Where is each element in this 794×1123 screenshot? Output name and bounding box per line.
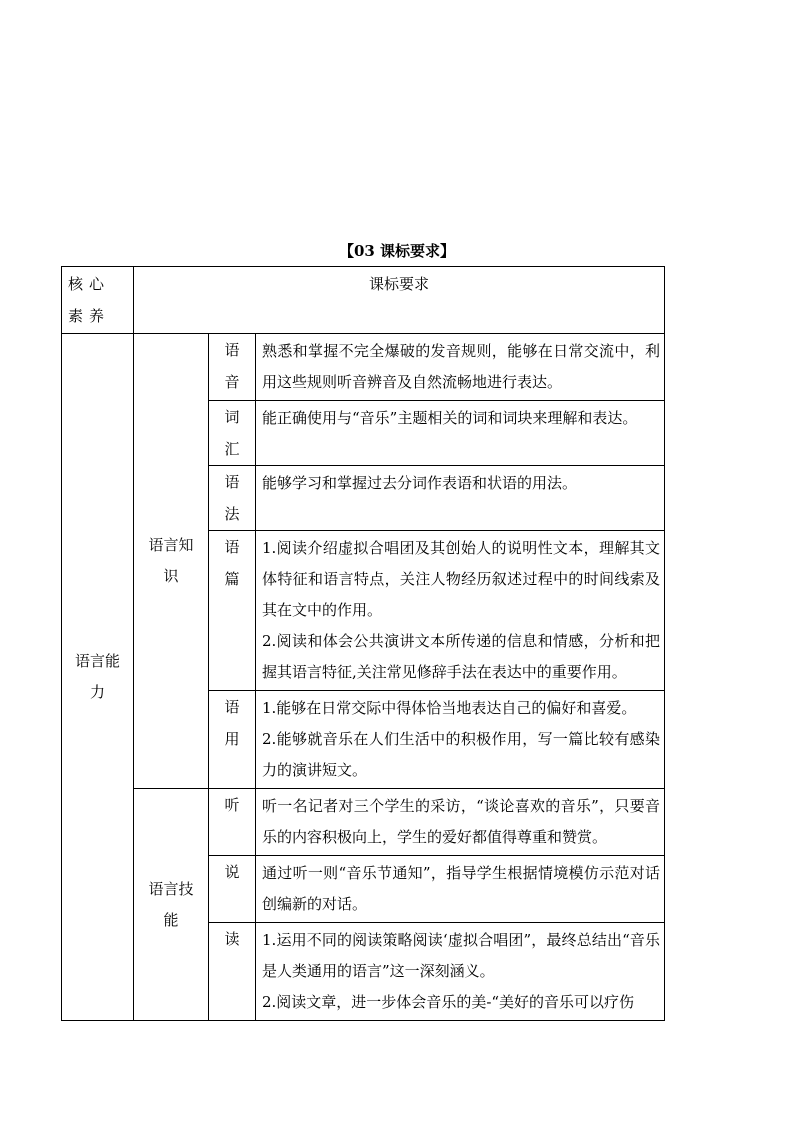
row-content: 熟悉和掌握不完全爆破的发音规则，能够在日常交流中，利用这些规则听音辨音及自然流畅地进行表达。 — [256, 334, 665, 401]
row-content: 能正确使用与“音乐”主题相关的词和词块来理解和表达。 — [256, 401, 665, 466]
group-cell: 语言技能 — [134, 789, 209, 1021]
header-core-literacy: 核心素养 — [62, 267, 134, 334]
row-content: 通过听一则“音乐节通知”，指导学生根据情境模仿示范对话创编新的对话。 — [256, 856, 665, 923]
curriculum-table — [61, 266, 665, 1021]
row-content: 1.能够在日常交际中得体恰当地表达自己的偏好和喜爱。 2.能够就音乐在人们生活中的积极作用，写一篇比较有感染力的演讲短文。 — [256, 691, 665, 789]
header-requirements: 课标要求 — [134, 267, 665, 334]
table-row — [62, 334, 665, 401]
row-label: 语篇 — [209, 531, 256, 691]
category-cell: 语言能力 — [62, 334, 134, 1021]
row-label: 说 — [209, 856, 256, 923]
row-label: 听 — [209, 789, 256, 856]
row-label: 语音 — [209, 334, 256, 401]
row-label: 语用 — [209, 691, 256, 789]
row-content: 1.运用不同的阅读策略阅读‘虚拟合唱团”，最终总结出“音乐是人类通用的语言”这一深刻涵义。 2.阅读文章，进一步体会音乐的美-“美好的音乐可以疗伤 — [256, 923, 665, 1021]
row-label: 词汇 — [209, 401, 256, 466]
row-label: 语法 — [209, 466, 256, 531]
section-heading: 【03 课标要求】 — [338, 242, 456, 260]
row-label: 读 — [209, 923, 256, 1021]
group-cell: 语言知识 — [134, 334, 209, 789]
row-content: 能够学习和掌握过去分词作表语和状语的用法。 — [256, 466, 665, 531]
header-row — [62, 267, 665, 334]
table-row — [62, 789, 665, 856]
row-content: 听一名记者对三个学生的采访，“谈论喜欢的音乐”，只要音乐的内容积极向上，学生的爱好都值得尊重和赞赏。 — [256, 789, 665, 856]
row-content: 1.阅读介绍虚拟合唱团及其创始人的说明性文本，理解其文体特征和语言特点，关注人物经历叙述过程中的时间线索及其在文中的作用。 2.阅读和体会公共演讲文本所传递的信息和情感，分析和把握其语言特征,关注常见修辞手法在表达中的重要作用。 — [256, 531, 665, 691]
